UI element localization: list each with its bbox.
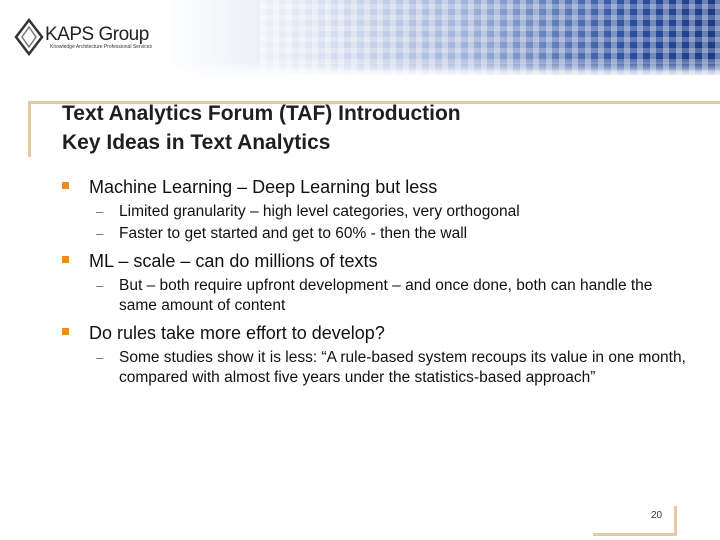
sub-item — [62, 276, 692, 316]
sub-text: Some studies show it is less: “A rule-based system recoups its value in one month, compared with almost five years under the statistics-based approach” — [119, 349, 686, 386]
dash-icon: – — [96, 226, 104, 241]
slide-content — [62, 175, 692, 390]
kaps-logo — [14, 18, 154, 58]
bullet-text: Machine Learning – Deep Learning but less — [89, 177, 438, 197]
bullet-text: ML – scale – can do millions of texts — [89, 251, 378, 271]
title-line-1: Text Analytics Forum (TAF) Introduction — [62, 102, 461, 125]
sub-text: Faster to get started and get to 60% - then the wall — [119, 225, 468, 242]
kaps-logo-icon — [14, 18, 44, 56]
dash-icon: – — [96, 278, 104, 293]
square-bullet-icon — [62, 328, 69, 335]
dash-icon: – — [96, 350, 104, 365]
page-number: 20 — [651, 510, 663, 521]
slide-title — [62, 99, 461, 157]
sub-item — [62, 348, 692, 388]
title-line-2: Key Ideas in Text Analytics — [62, 131, 331, 154]
logo-name: KAPS Group — [45, 24, 149, 45]
sub-item — [62, 202, 692, 222]
dash-icon: – — [96, 204, 104, 219]
bullet-item — [62, 321, 692, 345]
title-frame-left — [28, 101, 31, 157]
bullet-item — [62, 175, 692, 199]
logo-tagline: Knowledge Architecture Professional Services — [50, 44, 152, 50]
sub-text: Limited granularity – high level categories, very orthogonal — [119, 203, 520, 220]
sub-text: But – both require upfront development – and once done, both can handle the same amount of content — [119, 277, 653, 314]
sub-item — [62, 224, 692, 244]
bullet-item — [62, 249, 692, 273]
page-number-frame-bottom — [593, 533, 677, 536]
square-bullet-icon — [62, 256, 69, 263]
square-bullet-icon — [62, 182, 69, 189]
bullet-text: Do rules take more effort to develop? — [89, 323, 385, 343]
page-number-frame-right — [674, 506, 677, 536]
